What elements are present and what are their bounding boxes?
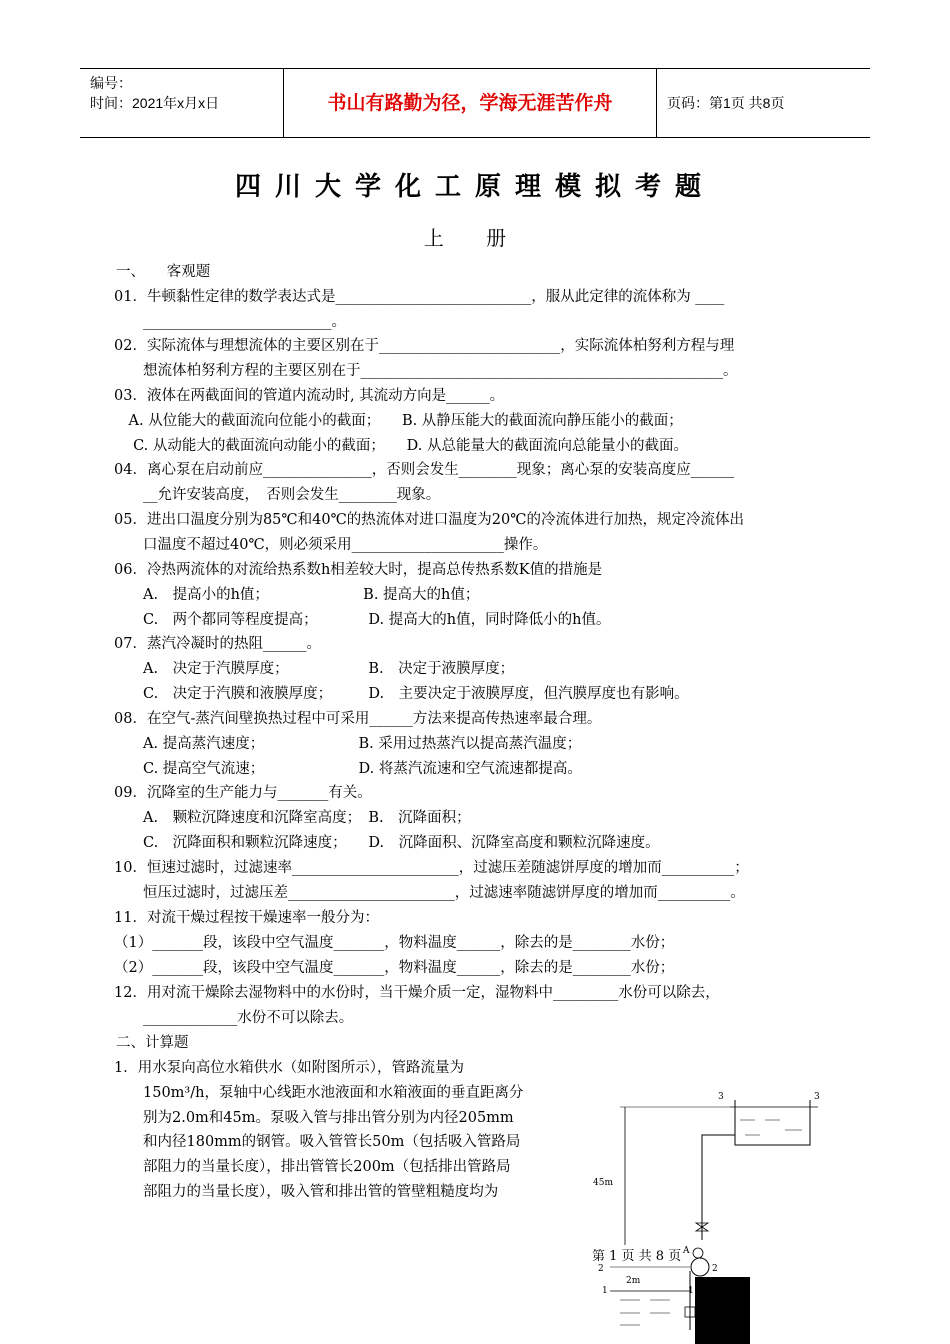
text-line: __允许安装高度， 否则会发生________现象。: [114, 487, 441, 503]
text-line: _____________水份不可以除去。: [114, 1010, 354, 1026]
page-title: 四川大学化工原理模拟考题: [234, 172, 715, 202]
figure-label: 1: [688, 1286, 694, 1296]
text-line: 06．冷热两流体的对流给热系数h相差较大时，提高总传热系数K值的措施是: [114, 562, 603, 578]
motto: 书山有路勤为径，学海无涯苦作舟: [283, 69, 657, 137]
text-line: 12．用对流干燥除去湿物料中的水份时，当干燥介质一定，湿物料中_________水份可以除去，: [114, 985, 720, 1001]
text-line: 02．实际流体与理想流体的主要区别在于_________________________，实际流体柏努利方程与理: [114, 338, 735, 354]
figure-label: 3: [718, 1092, 724, 1102]
text-line: C. 提高空气流速； D. 将蒸汽流速和空气流速都提高。: [114, 761, 582, 777]
figure-label: 2: [712, 1264, 718, 1274]
text-line: A. 颗粒沉降速度和沉降室高度； B. 沉降面积；: [114, 810, 471, 826]
header-table: [80, 68, 870, 138]
page-footer: 第 1 页 共 8 页: [592, 1245, 681, 1264]
subtitle-part: 册: [486, 226, 507, 250]
figure-label: 3: [814, 1092, 820, 1102]
text-line: 一、 客观题: [116, 264, 211, 280]
text-line: C. 两个都同等程度提高； D. 提高大的h值，同时降低小的h值。: [114, 612, 611, 628]
text-line: 10．恒速过滤时，过滤速率_______________________，过滤压差随滤饼厚度的增加而__________；: [114, 860, 749, 876]
text-line: 口温度不超过40℃，则必须采用_____________________操作。: [114, 537, 548, 553]
text-line: C. 从动能大的截面流向动能小的截面； D. 从总能量大的截面流向总能量小的截面。: [114, 438, 688, 454]
text-line: 04．离心泵在启动前应_______________，否则会发生________现象；离心泵的安装高度应______: [114, 462, 735, 478]
text-line: 08．在空气-蒸汽间壁换热过程中可采用______方法来提高传热速率最合理。: [114, 711, 602, 727]
text-line: C. 沉降面积和颗粒沉降速度； D. 沉降面积、沉降室高度和颗粒沉降速度。: [114, 835, 660, 851]
text-line: 150m³/h，泵轴中心线距水池液面和水箱液面的垂直距离分: [114, 1085, 524, 1101]
subtitle: [0, 222, 930, 251]
figure-label: A: [683, 1246, 690, 1256]
text-line: （2）_______段，该段中空气温度_______，物料温度______，除去的是________水份；: [114, 960, 675, 976]
header-meta: [80, 69, 283, 137]
text-line: 11．对流干燥过程按干燥速率一般分为：: [114, 910, 379, 926]
text-line: 二、计算题: [116, 1035, 189, 1051]
time-label: 时间：2021年x月x日: [90, 95, 220, 111]
pump-icon: [691, 1258, 709, 1276]
text-line: 想流体柏努利方程的主要区别在于__________________________________________________。: [114, 363, 738, 379]
text-line: 05．进出口温度分别为85℃和40℃的热流体对进口温度为20℃的冷流体进行加热，规定冷流体出: [114, 512, 744, 528]
height-label: 2m: [626, 1276, 641, 1286]
text-line: A. 决定于汽膜厚度； B. 决定于液膜厚度；: [114, 661, 515, 677]
text-line: 和内径180mm的钢管。吸入管管长50m（包括吸入管路局: [114, 1134, 521, 1150]
text-line: 03．液体在两截面间的管道内流动时, 其流动方向是______。: [114, 388, 505, 404]
pump-diagram: [590, 1085, 850, 1344]
text-line: 01．牛顿黏性定律的数学表达式是___________________________，服从此定律的流体称为 ____: [114, 289, 725, 305]
text-line: 部阻力的当量长度），排出管管长200m（包括排出管路局: [114, 1159, 511, 1175]
text-line: A. 从位能大的截面流向位能小的截面； B. 从静压能大的截面流向静压能小的截面；: [114, 413, 683, 429]
subtitle-part: 上: [423, 226, 444, 250]
basin-wall: [695, 1277, 750, 1344]
text-line: （1）_______段，该段中空气温度_______，物料温度______，除去的是________水份；: [114, 935, 675, 951]
text-line: 09．沉降室的生产能力与_______有关。: [114, 785, 372, 801]
text-line: A. 提高蒸汽速度； B. 采用过热蒸汽以提高蒸汽温度；: [114, 736, 582, 752]
text-line: 07．蒸汽冷凝时的热阻______。: [114, 636, 321, 652]
text-line: 恒压过滤时，过滤压差_______________________，过滤速率随滤饼厚度的增加而__________。: [114, 885, 745, 901]
text-line: __________________________。: [114, 314, 346, 330]
figure-label: 2: [598, 1264, 604, 1274]
text-line: A. 提高小的h值； B. 提高大的h值；: [114, 587, 480, 603]
page-info: 页码：第1页 共8页: [667, 95, 785, 111]
text-line: C. 决定于汽膜和液膜厚度； D. 主要决定于液膜厚度，但汽膜厚度也有影响。: [114, 686, 689, 702]
discharge-pipe: [702, 1135, 735, 1240]
height-label: 45m: [593, 1178, 613, 1188]
text-line: 别为2.0m和45m。泵吸入管与排出管分别为内径205mm: [114, 1110, 514, 1126]
gauge-icon: [693, 1248, 703, 1258]
figure-label: 1: [602, 1286, 608, 1296]
text-line: 部阻力的当量长度），吸入管和排出管的管壁粗糙度均为: [114, 1184, 499, 1200]
number-label: 编号：: [90, 75, 132, 91]
text-line: 1．用水泵向高位水箱供水（如附图所示），管路流量为: [114, 1060, 464, 1076]
